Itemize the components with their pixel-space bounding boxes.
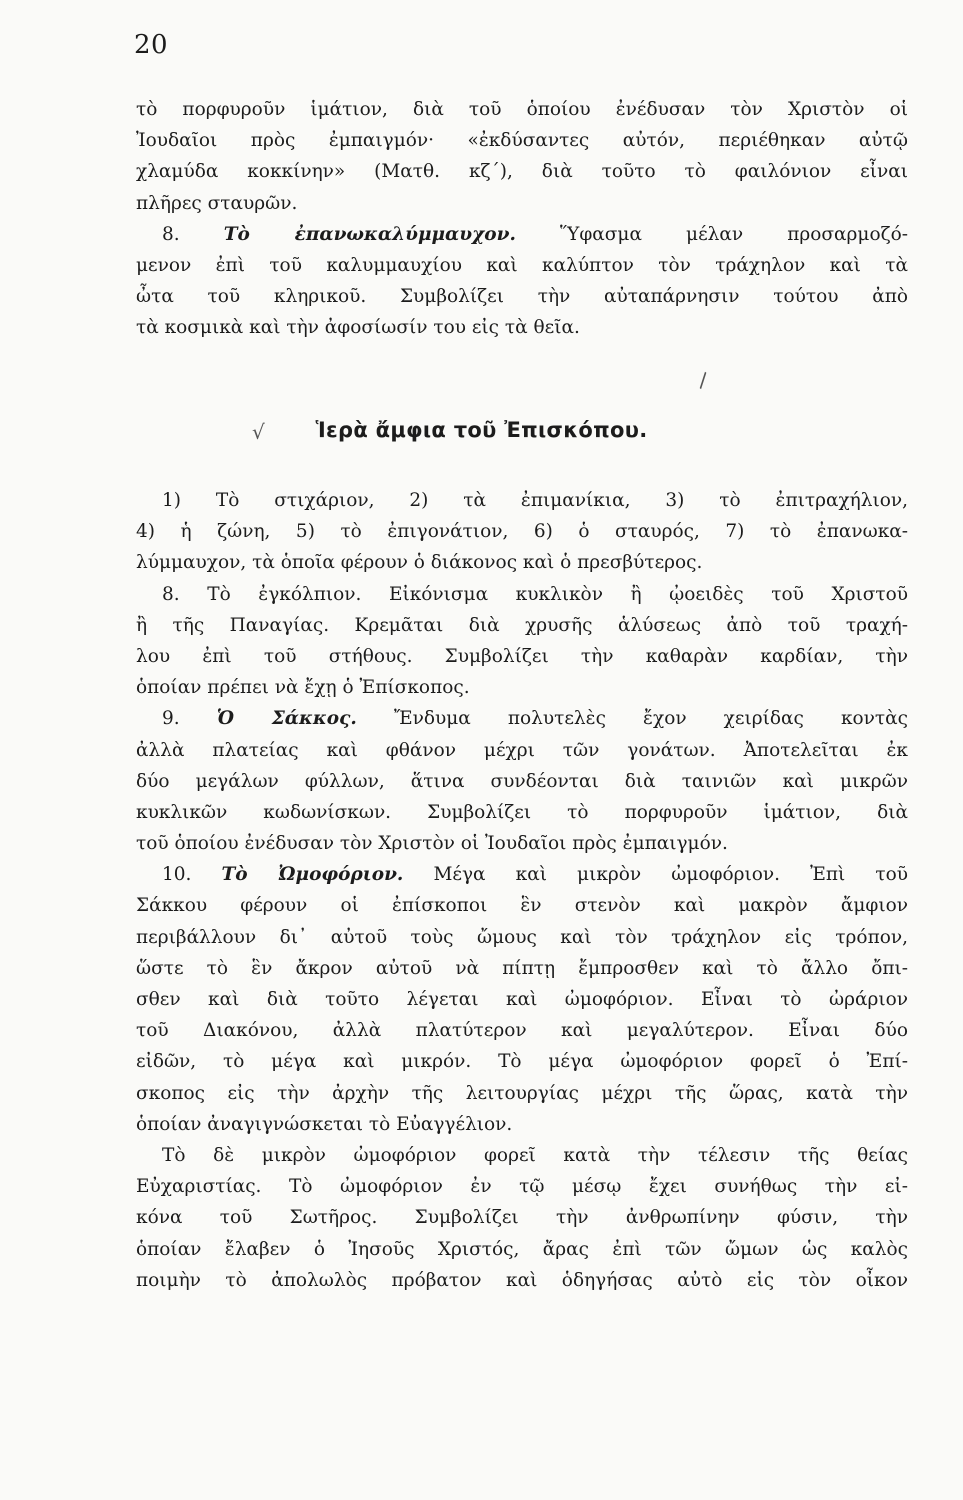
pencil-check-mark: √ xyxy=(252,420,265,444)
text-line: πλῆρες σταυρῶν. xyxy=(136,192,298,214)
upper-text-block xyxy=(136,94,908,344)
text-line: ποιμὴν τὸ ἀπολωλὸς πρόβατον καὶ ὁδηγήσας αὐτὸ εἰς τὸν οἶκον xyxy=(136,1269,908,1291)
main-text-block xyxy=(136,485,908,1296)
item-title: Τὸ ἐπανωκαλύμμαυχον. xyxy=(223,223,516,245)
text-line: ὦτα τοῦ κληρικοῦ. Συμβολίζει τὴν αὐταπάρνησιν τούτου ἀπὸ xyxy=(136,286,908,308)
text-line: Τὸ δὲ μικρὸν ὠμοφόριον φορεῖ κατὰ τὴν τέλεσιν τῆς θείας xyxy=(162,1144,908,1166)
text-line: περιβάλλουν δι᾿ αὐτοῦ τοὺς ὤμους καὶ τὸν τράχηλον εἰς τρόπον, xyxy=(136,926,908,948)
item-title: Τὸ Ὠμοφόριον. xyxy=(221,864,404,886)
text-line: τὸ πορφυροῦν ἱμάτιον, διὰ τοῦ ὁποίου ἐνέδυσαν τὸν Χριστὸν οἱ xyxy=(136,99,908,120)
text-line: σθεν καὶ διὰ τοῦτο λέγεται καὶ ὠμοφόριον. Εἶναι τὸ ὠράριον xyxy=(136,989,908,1010)
text-line: τὰ κοσμικὰ καὶ τὴν ἀφοσίωσίν του εἰς τὰ θεῖα. xyxy=(136,317,580,339)
text-line: ὁποίαν ἀναγιγνώσκεται τὸ Εὐαγγέλιον. xyxy=(136,1113,513,1135)
text-line: ἢ τῆς Παναγίας. Κρεμᾶται διὰ χρυσῆς ἁλύσεως ἀπὸ τοῦ τραχή- xyxy=(136,614,908,636)
text-line: Εὐχαριστίας. Τὸ ὠμοφόριον ἐν τῷ μέσῳ ἔχει συνήθως τὴν εἰ- xyxy=(136,1176,908,1198)
text-line: λύμμαυχον, τὰ ὁποῖα φέρουν ὁ διάκονος καὶ ὁ πρεσβύτερος. xyxy=(136,552,703,574)
item-number: 10. xyxy=(162,864,192,886)
section-heading: Ἱερὰ ἄμφια τοῦ Ἐπισκόπου. xyxy=(315,418,648,442)
item-number: 9. xyxy=(162,708,180,730)
item-8-first-line xyxy=(136,219,908,250)
text-line: κυκλικῶν κωδωνίσκων. Συμβολίζει τὸ πορφυροῦν ἱμάτιον, διὰ xyxy=(136,801,908,823)
text-line: ὥστε τὸ ἓν ἄκρον αὐτοῦ νὰ πίπτῃ ἔμπροσθεν καὶ τὸ ἄλλο ὄπι- xyxy=(136,957,908,979)
item-text: Ὕφασμα μέλαν προσαρμοζό- xyxy=(560,223,908,245)
text-line: ὁποίαν ἔλαβεν ὁ Ἰησοῦς Χριστός, ἄρας ἐπὶ τῶν ὤμων ὡς καλὸς xyxy=(136,1238,908,1260)
item-9-first-line xyxy=(136,703,908,734)
text-line: κόνα τοῦ Σωτῆρος. Συμβολίζει τὴν ἀνθρωπίνην φύσιν, τὴν xyxy=(136,1207,908,1229)
item-text: Ἔνδυμα πολυτελὲς ἔχον χειρίδας κοντὰς xyxy=(393,708,908,730)
item-10-first-line xyxy=(136,859,908,890)
text-line: δύο μεγάλων φύλλων, ἅτινα συνδέονται διὰ ταινιῶν καὶ μικρῶν xyxy=(136,770,908,792)
text-line: 1) Τὸ στιχάριον, 2) τὰ ἐπιμανίκια, 3) τὸ ἐπιτραχήλιον, xyxy=(162,490,908,511)
text-line: σκοπος εἰς τὴν ἀρχὴν τῆς λειτουργίας μέχρι τῆς ὥρας, κατὰ τὴν xyxy=(136,1082,908,1104)
text-line: 8. Τὸ ἐγκόλπιον. Εἰκόνισμα κυκλικὸν ἢ ᾠοειδὲς τοῦ Χριστοῦ xyxy=(162,583,908,605)
text-line: ἀλλὰ πλατείας καὶ φθάνον μέχρι τῶν γονάτων. Ἀποτελεῖται ἐκ xyxy=(136,739,908,761)
text-line: τοῦ Διακόνου, ἀλλὰ πλατύτερον καὶ μεγαλύτερον. Εἶναι δύο xyxy=(136,1020,908,1042)
text-line: Ἰουδαῖοι πρὸς ἐμπαιγμόν· «ἐκδύσαντες αὐτόν, περιέθηκαν αὐτῷ xyxy=(136,130,908,152)
text-line: 4) ἡ ζώνη, 5) τὸ ἐπιγονάτιον, 6) ὁ σταυρός, 7) τὸ ἐπανωκα- xyxy=(136,521,908,543)
text-line: μενον ἐπὶ τοῦ καλυμμαυχίου καὶ καλύπτον τὸν τράχηλον καὶ τὰ xyxy=(136,254,908,276)
text-line: ὁποίαν πρέπει νὰ ἔχῃ ὁ Ἐπίσκοπος. xyxy=(136,677,470,699)
item-title: Ὁ Σάκκος. xyxy=(216,708,357,730)
page-number: 20 xyxy=(134,30,169,60)
item-number: 8. xyxy=(162,223,180,245)
text-line: λου ἐπὶ τοῦ στήθους. Συμβολίζει τὴν καθαρὰν καρδίαν, τὴν xyxy=(136,645,908,667)
text-line: εἰδῶν, τὸ μέγα καὶ μικρόν. Τὸ μέγα ὠμοφόριον φορεῖ ὁ Ἐπί- xyxy=(136,1051,908,1073)
item-text: Μέγα καὶ μικρὸν ὠμοφόριον. Ἐπὶ τοῦ xyxy=(433,864,908,886)
text-line: χλαμύδα κοκκίνην» (Ματθ. κζ΄), διὰ τοῦτο τὸ φαιλόνιον εἶναι xyxy=(136,161,908,183)
text-line: τοῦ ὁποίου ἐνέδυσαν τὸν Χριστὸν οἱ Ἰουδαῖοι πρὸς ἐμπαιγμόν. xyxy=(136,833,728,855)
pencil-check-mark: \ xyxy=(693,368,714,392)
text-line: Σάκκου φέρουν οἱ ἐπίσκοποι ἓν στενὸν καὶ μακρὸν ἄμφιον xyxy=(136,895,908,917)
